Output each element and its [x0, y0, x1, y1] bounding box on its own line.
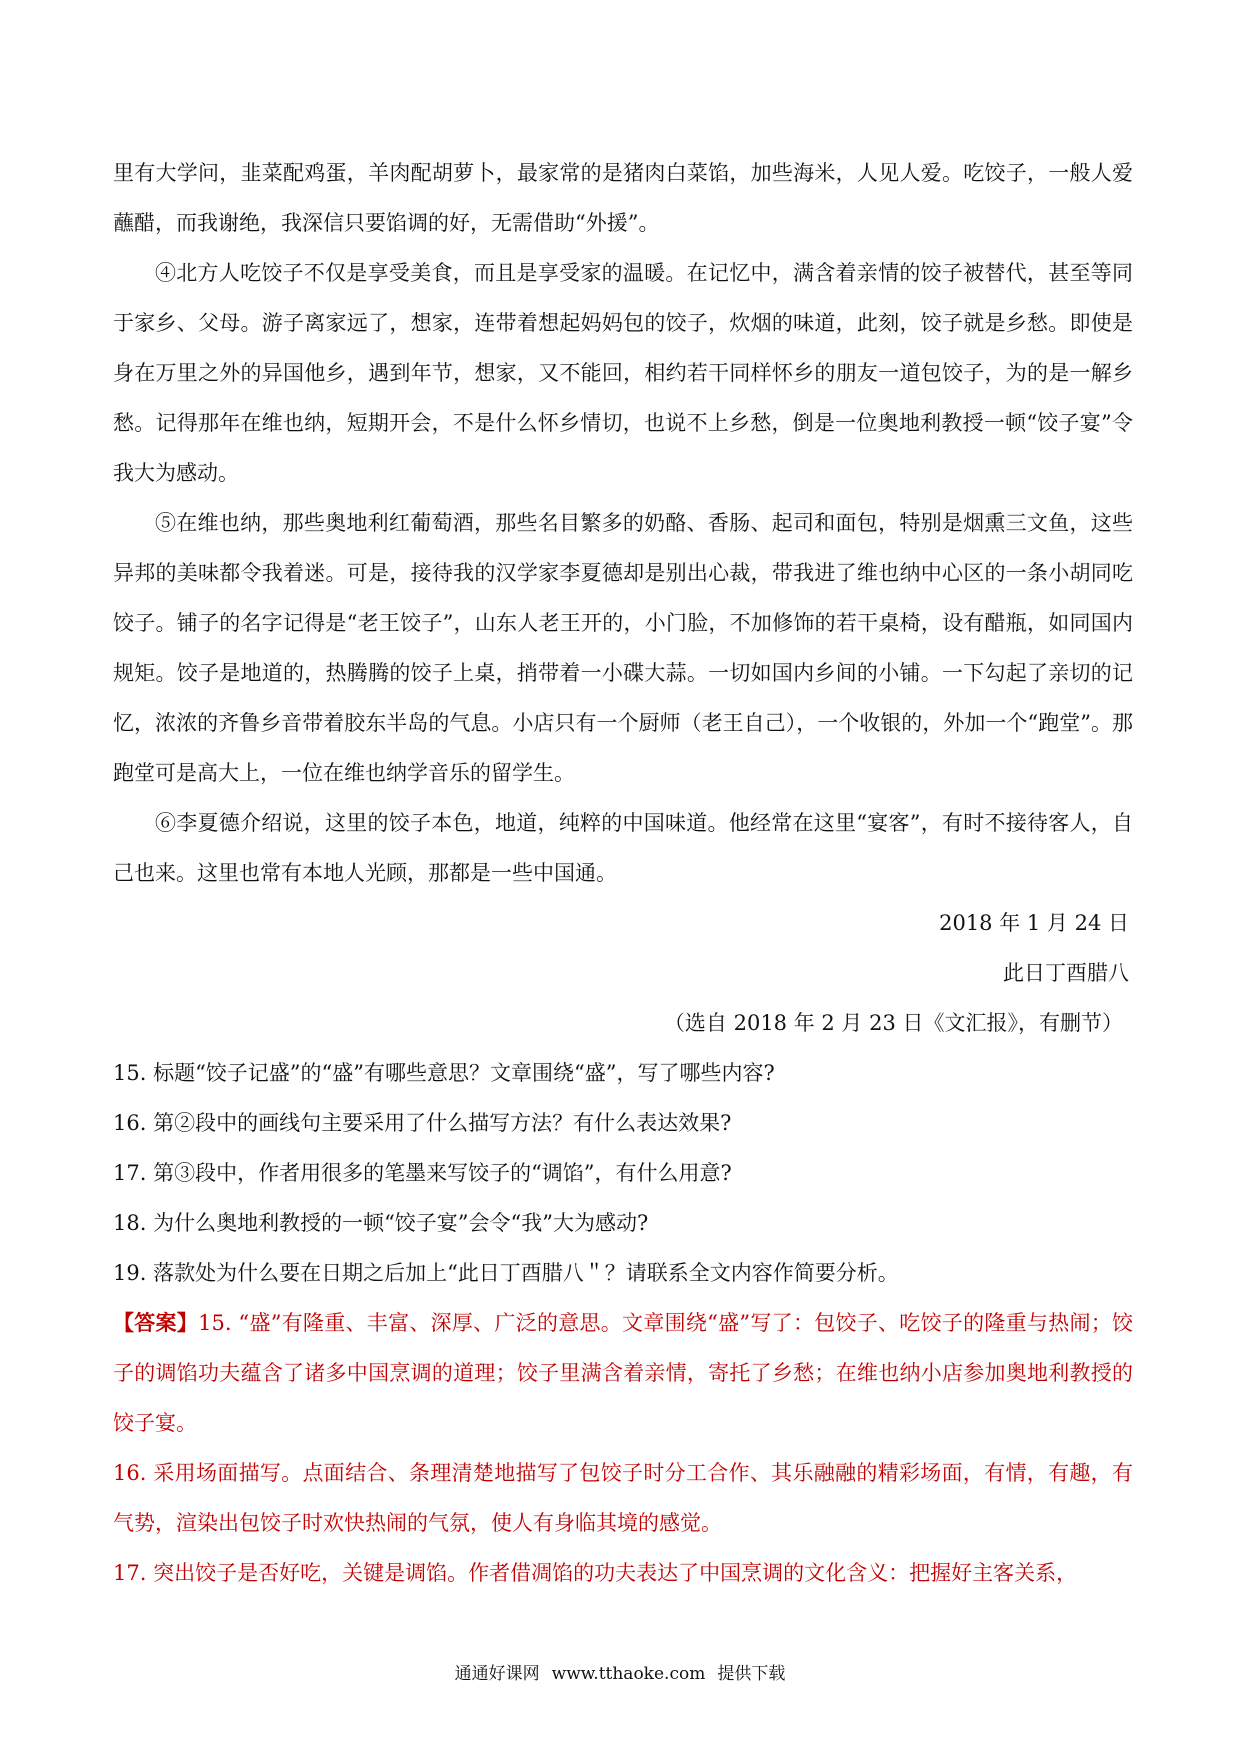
paragraph-5: ⑤在维也纳，那些奥地利红葡萄酒，那些名目繁多的奶酪、香肠、起司和面包，特别是烟熏三文鱼，这些异邦的美味都令我着迷。可是，接待我的汉学家李夏德却是别出心裁，带我进了维也纳中心区的一条小胡同吃饺子。铺子的名字记得是“老王饺子”，山东人老王开的，小门脸，不加修饰的若干桌椅，设有醋瓶，如同国内规矩。饺子是地道的，热腾腾的饺子上桌，捎带着一小碟大蒜。一切如国内乡间的小铺。一下勾起了亲切的记忆，浓浓的齐鲁乡音带着胶东半岛的气息。小店只有一个厨师（老王自己），一个收银的，外加一个“跑堂”。那跑堂可是高大上，一位在维也纳学音乐的留学生。 — [113, 511, 1133, 785]
page-footer — [0, 1659, 1240, 1684]
answer-section — [113, 1298, 1133, 1598]
question-list — [113, 1048, 1133, 1298]
paragraph-continued: 里有大学问，韭菜配鸡蛋，羊肉配胡萝卜，最家常的是猪肉白菜馅，加些海米，人见人爱。吃饺子，一般人爱蘸醋，而我谢绝，我深信只要馅调的好，无需借助“外援”。 — [113, 161, 1133, 235]
answer-tag: 【答案】 — [113, 1310, 199, 1335]
question-19: 19. 落款处为什么要在日期之后加上“此日丁酉腊八＂？请联系全文内容作简要分析。 — [113, 1261, 899, 1285]
answer-17: 17. 突出饺子是否好吃，关键是调馅。作者借凋馅的功夫表达了中国烹调的文化含义：把握好主客关系， — [113, 1561, 1078, 1585]
footer-url[interactable]: www.tthaoke.com — [551, 1664, 706, 1684]
answer-15-text: 15. “盛”有隆重、丰富、深厚、广泛的意思。文章围绕“盛”写了：包饺子、吃饺子的隆重与热闹；饺子的调馅功夫蕴含了诸多中国烹调的道理；饺子里满含着亲情，寄托了乡愁；在维也纳小店参加奥地利教授的饺子宴。 — [113, 1311, 1134, 1435]
answer-15 — [113, 1298, 1133, 1448]
answer-16: 16. 采用场面描写。点面结合、条理清楚地描写了包饺子时分工合作、其乐融融的精彩场面，有情，有趣，有气势，渲染出包饺子时欢快热闹的气氛，使人有身临其境的感觉。 — [113, 1461, 1133, 1535]
passage — [113, 148, 1133, 1048]
question-17: 17. 第③段中，作者用很多的笔墨来写饺子的“调馅”，有什么用意? — [113, 1161, 732, 1185]
signature-lunar-date: 此日丁酉腊八 — [1003, 961, 1129, 985]
paragraph-4: ④北方人吃饺子不仅是享受美食，而且是享受家的温暖。在记忆中，满含着亲情的饺子被替代，甚至等同于家乡、父母。游子离家远了，想家，连带着想起妈妈包的饺子，炊烟的味道，此刻，饺子就是乡愁。即使是身在万里之外的异国他乡，遇到年节，想家，又不能回，相约若干同样怀乡的朋友一道包饺子，为的是一解乡愁。记得那年在维也纳，短期开会，不是什么怀乡情切，也说不上乡愁，倒是一位奥地利教授一顿“饺子宴”令我大为感动。 — [113, 261, 1133, 485]
source-citation: （选自 2018 年 2 月 23 日《文汇报》，有删节） — [663, 1011, 1123, 1035]
question-15: 15. 标题“饺子记盛”的“盛”有哪些意思？文章围绕“盛”，写了哪些内容? — [113, 1061, 775, 1085]
paragraph-6: ⑥李夏德介绍说，这里的饺子本色，地道，纯粹的中国味道。他经常在这里“宴客”，有时不接待客人，自己也来。这里也常有本地人光顾，那都是一些中国通。 — [113, 811, 1133, 885]
signature-date: 2018 年 1 月 24 日 — [939, 911, 1129, 935]
document-body — [113, 148, 1133, 1598]
footer-site-name: 通通好课网 — [454, 1664, 540, 1684]
footer-suffix: 提供下载 — [717, 1664, 786, 1684]
question-16: 16. 第②段中的画线句主要采用了什么描写方法？有什么表达效果? — [113, 1111, 732, 1135]
question-18: 18. 为什么奥地利教授的一顿“饺子宴”会令“我”大为感动? — [113, 1211, 649, 1235]
